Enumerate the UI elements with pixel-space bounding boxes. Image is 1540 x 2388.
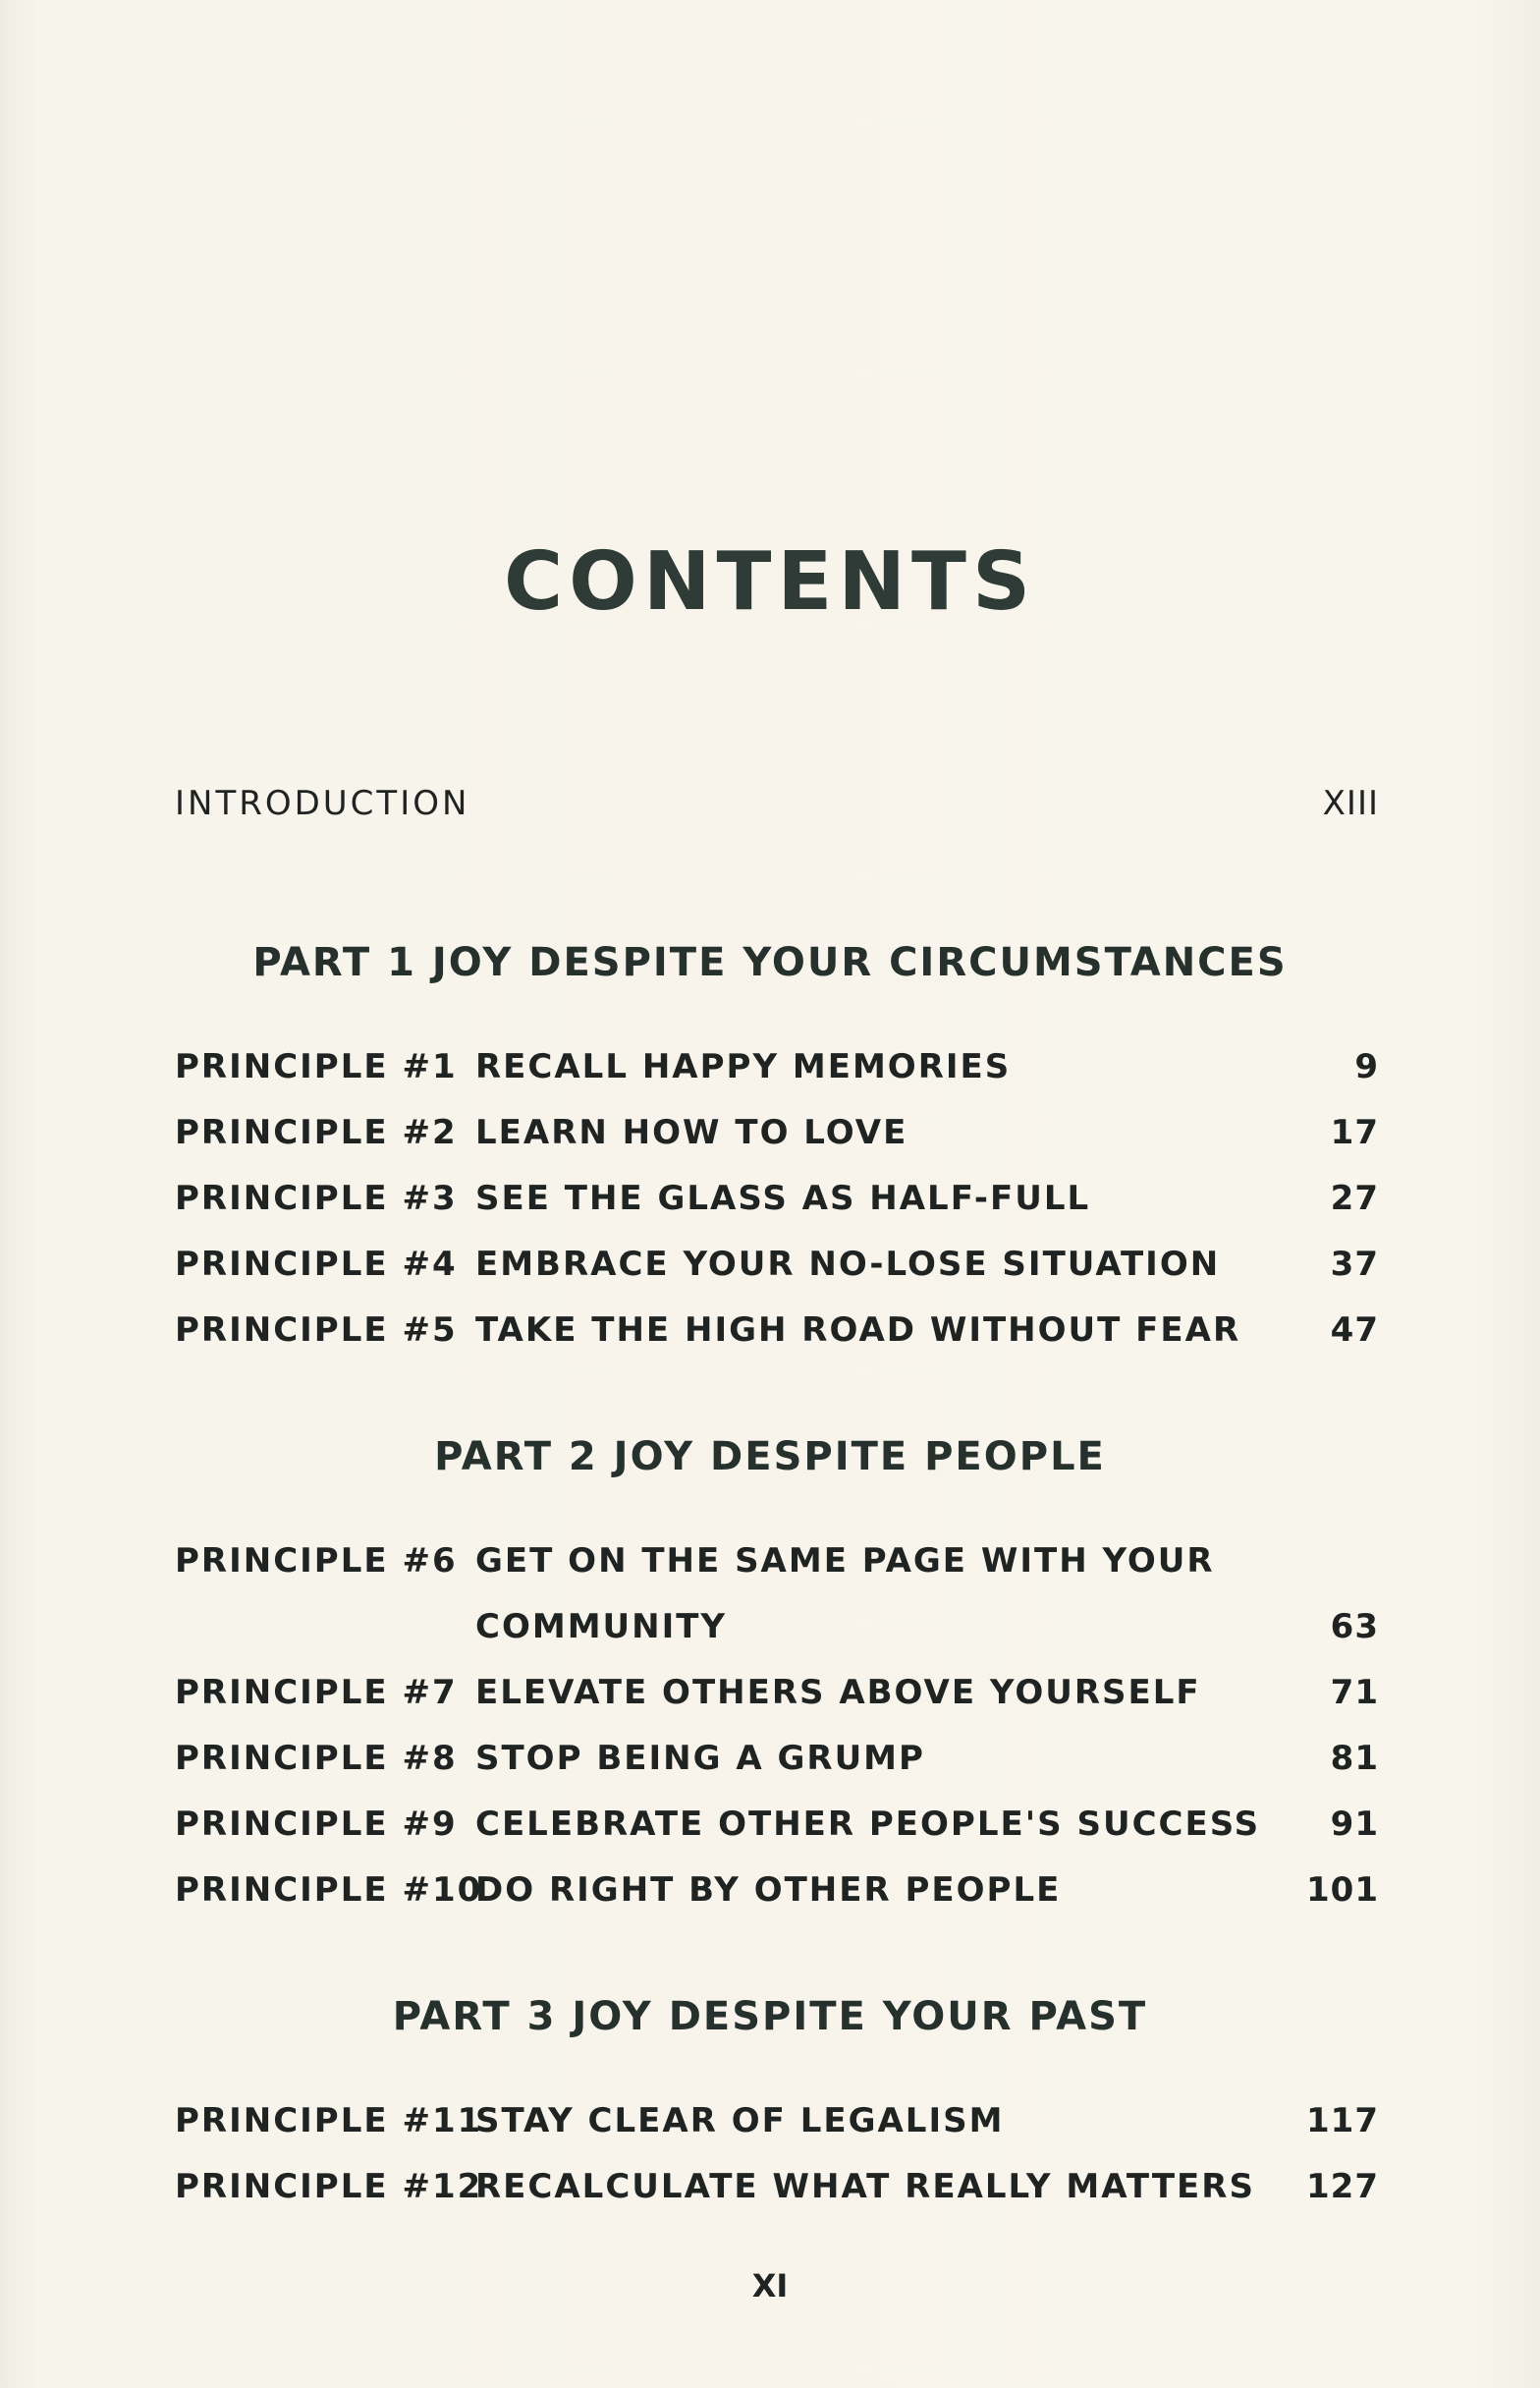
principle-title: TAKE THE HIGH ROAD WITHOUT FEAR: [475, 1310, 1241, 1350]
part-heading-2: PART 2 JOY DESPITE PEOPLE: [434, 1434, 1106, 1479]
principle-page: 47: [1330, 1310, 1379, 1350]
principle-page: 127: [1306, 2167, 1379, 2206]
toc-entry: [175, 1174, 1379, 1223]
principle-page: 101: [1306, 1870, 1379, 1910]
toc-entry: [175, 1108, 1379, 1157]
principle-page: 71: [1330, 1673, 1379, 1712]
principle-title: RECALCULATE WHAT REALLY MATTERS: [475, 2167, 1255, 2206]
principle-title: RECALL HAPPY MEMORIES: [475, 1047, 1012, 1086]
principle-number: PRINCIPLE #4: [175, 1245, 458, 1284]
principle-title: STAY CLEAR OF LEGALISM: [475, 2101, 1005, 2140]
principle-number: PRINCIPLE #12: [175, 2167, 483, 2206]
toc-entry: [175, 1734, 1379, 1783]
entry-page: XIII: [1322, 784, 1379, 823]
toc-entry: [175, 1800, 1379, 1849]
principle-page: 9: [1354, 1047, 1379, 1086]
principle-number: PRINCIPLE #8: [175, 1739, 458, 1778]
principle-title: ELEVATE OTHERS ABOVE YOURSELF: [475, 1673, 1201, 1712]
toc-entry: [175, 2096, 1379, 2145]
toc-entry: [175, 1536, 1379, 1585]
principle-page: 37: [1330, 1245, 1379, 1284]
principle-title: CELEBRATE OTHER PEOPLE'S SUCCESS: [475, 1805, 1261, 1844]
principle-number: PRINCIPLE #7: [175, 1673, 458, 1712]
toc-entry: [175, 2162, 1379, 2211]
principle-page: 17: [1330, 1113, 1379, 1152]
principle-page: 27: [1330, 1179, 1379, 1218]
principle-title-continued: COMMUNITY: [475, 1607, 728, 1646]
principle-title: STOP BEING A GRUMP: [475, 1739, 925, 1778]
principle-number: PRINCIPLE #1: [175, 1047, 458, 1086]
page-number: XI: [751, 2267, 789, 2305]
principle-number: PRINCIPLE #6: [175, 1541, 458, 1581]
principle-page: 91: [1330, 1805, 1379, 1844]
principle-title: LEARN HOW TO LOVE: [475, 1113, 908, 1152]
toc-entry: [175, 1042, 1379, 1091]
principle-number: PRINCIPLE #11: [175, 2101, 483, 2140]
toc-entry-continuation: [175, 1602, 1379, 1651]
part-heading-1: PART 1 JOY DESPITE YOUR CIRCUMSTANCES: [252, 940, 1288, 985]
toc-entry: [175, 1240, 1379, 1289]
principle-number: PRINCIPLE #2: [175, 1113, 458, 1152]
toc-entry: [175, 1668, 1379, 1717]
toc-entry: [175, 1305, 1379, 1355]
toc-entry: [175, 1865, 1379, 1915]
principle-number: PRINCIPLE #9: [175, 1805, 458, 1844]
principle-title: EMBRACE YOUR NO-LOSE SITUATION: [475, 1245, 1221, 1284]
entry-title: INTRODUCTION: [175, 784, 470, 823]
toc-entry-introduction: [175, 779, 1379, 828]
principle-number: PRINCIPLE #10: [175, 1870, 483, 1910]
principle-page: 63: [1330, 1607, 1379, 1646]
principle-page: 117: [1306, 2101, 1379, 2140]
part-heading-3: PART 3 JOY DESPITE YOUR PAST: [392, 1994, 1148, 2039]
principle-title: DO RIGHT BY OTHER PEOPLE: [475, 1870, 1062, 1910]
principle-number: PRINCIPLE #3: [175, 1179, 458, 1218]
principle-page: 81: [1330, 1739, 1379, 1778]
principle-title: GET ON THE SAME PAGE WITH YOUR: [475, 1541, 1215, 1581]
principle-title: SEE THE GLASS AS HALF-FULL: [475, 1179, 1091, 1218]
principle-number: PRINCIPLE #5: [175, 1310, 458, 1350]
page-title: CONTENTS: [503, 535, 1037, 629]
